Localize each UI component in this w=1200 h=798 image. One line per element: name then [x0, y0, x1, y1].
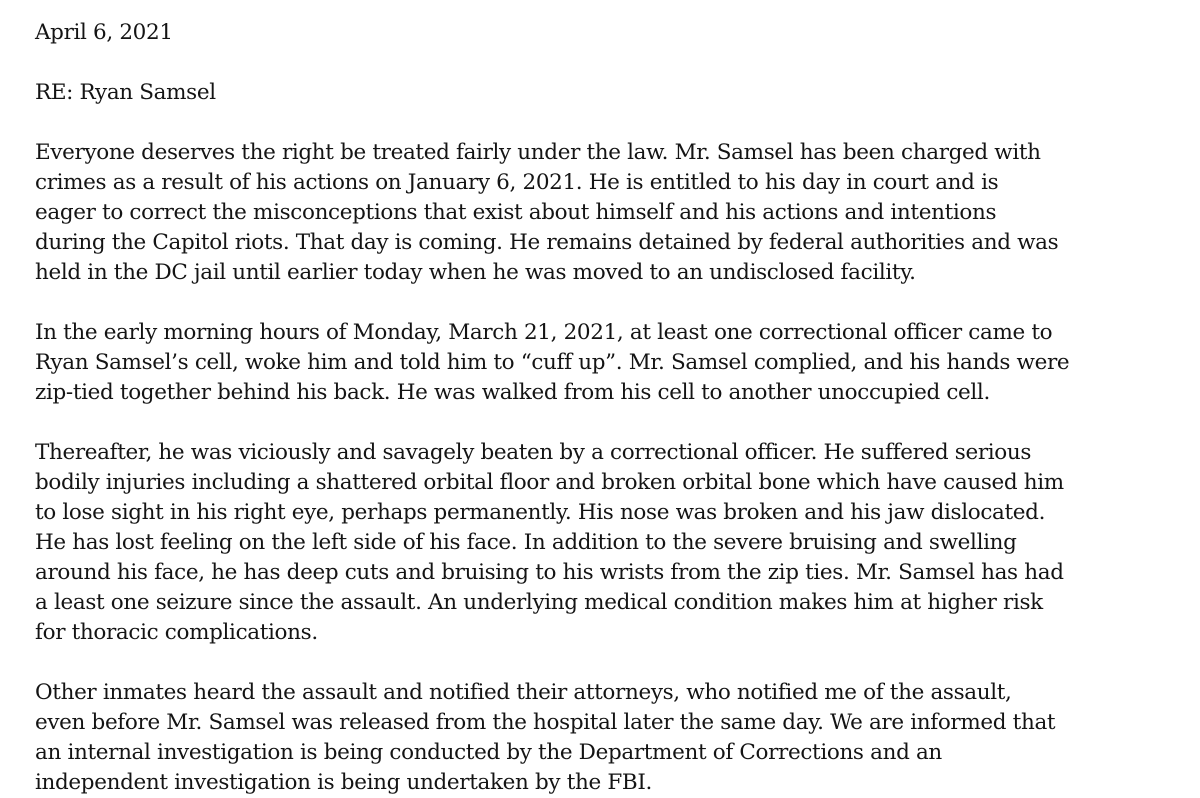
spacer: [35, 408, 1185, 438]
spacer: [35, 48, 1185, 78]
letter-date: April 6, 2021: [35, 20, 173, 45]
spacer: [35, 108, 1185, 138]
text-line: an internal investigation is being conducted by the Department of Corrections and an: [35, 740, 942, 765]
paragraph-1: [35, 138, 1185, 288]
text-line: In the early morning hours of Monday, March 21, 2021, at least one correctional officer came to: [35, 320, 1053, 345]
text-line: during the Capitol riots. That day is coming. He remains detained by federal authorities and was: [35, 230, 1059, 255]
text-line: around his face, he has deep cuts and bruising to his wrists from the zip ties. Mr. Samsel has had: [35, 560, 1064, 585]
paragraph-2: [35, 318, 1185, 408]
letter-subject: RE: Ryan Samsel: [35, 80, 216, 105]
text-line: Other inmates heard the assault and notified their attorneys, who notified me of the assault,: [35, 680, 1012, 705]
text-line: even before Mr. Samsel was released from the hospital later the same day. We are informed that: [35, 710, 1056, 735]
spacer: [35, 288, 1185, 318]
text-line: zip-tied together behind his back. He was walked from his cell to another unoccupied cell.: [35, 380, 990, 405]
text-line: Thereafter, he was viciously and savagely beaten by a correctional officer. He suffered serious: [35, 440, 1032, 465]
text-line: independent investigation is being undertaken by the FBI.: [35, 770, 652, 795]
text-line: bodily injuries including a shattered orbital floor and broken orbital bone which have caused him: [35, 470, 1064, 495]
text-line: eager to correct the misconceptions that exist about himself and his actions and intentions: [35, 200, 997, 225]
paragraph-4: [35, 678, 1185, 798]
paragraph-3: [35, 438, 1185, 648]
text-line: held in the DC jail until earlier today when he was moved to an undisclosed facility.: [35, 260, 916, 285]
letter-page: [35, 18, 1185, 798]
spacer: [35, 648, 1185, 678]
text-line: for thoracic complications.: [35, 620, 318, 645]
text-line: to lose sight in his right eye, perhaps permanently. His nose was broken and his jaw dislocated.: [35, 500, 1046, 525]
text-line: crimes as a result of his actions on January 6, 2021. He is entitled to his day in court and is: [35, 170, 999, 195]
text-line: a least one seizure since the assault. An underlying medical condition makes him at higher risk: [35, 590, 1043, 615]
text-line: He has lost feeling on the left side of his face. In addition to the severe bruising and swelling: [35, 530, 1017, 555]
text-line: Ryan Samsel’s cell, woke him and told him to “cuff up”. Mr. Samsel complied, and his hands were: [35, 350, 1070, 375]
text-line: Everyone deserves the right be treated fairly under the law. Mr. Samsel has been charged with: [35, 140, 1041, 165]
